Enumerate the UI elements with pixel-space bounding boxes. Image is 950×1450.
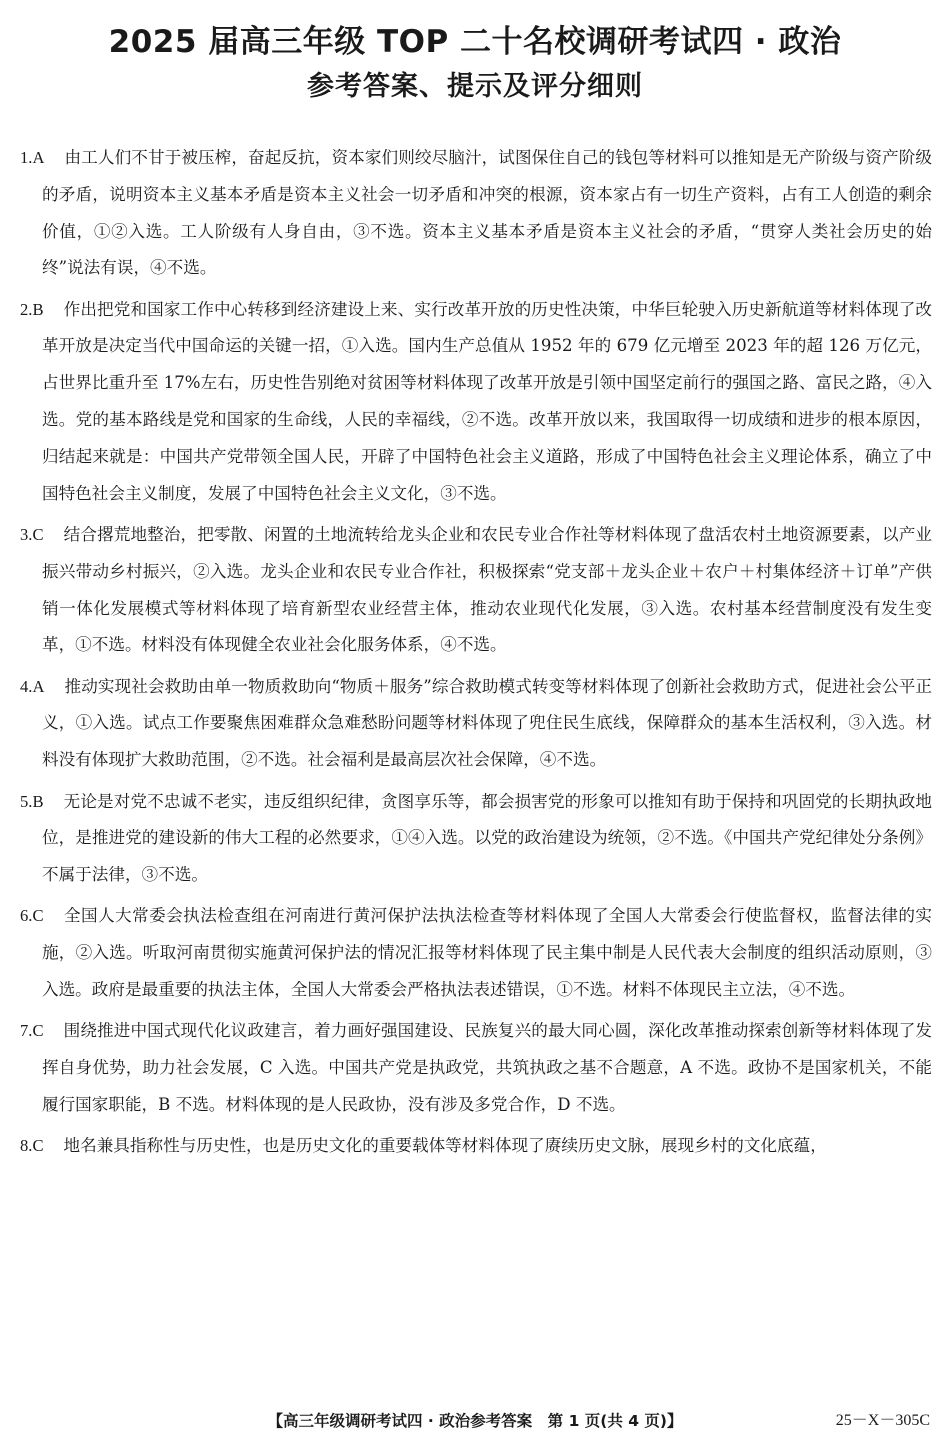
item-explanation: 结合撂荒地整治，把零散、闲置的土地流转给龙头企业和农民专业合作社等材料体现了盘活农村土地资源要素，以产业振兴带动乡村振兴，②入选。龙头企业和农民专业合作社，积极探索“党支部＋龙头企业＋农户＋村集体经济＋订单”产供销一体化发展模式等材料体现了培育新型农业经营主体，推动农业现代化发展，③入选。农村基本经营制度没有发生变革，①不选。材料没有体现健全农业社会化服务体系，④不选。 bbox=[42, 524, 932, 655]
item-answer: C bbox=[32, 906, 44, 926]
page-title: 2025 届高三年级 TOP 二十名校调研考试四 · 政治 bbox=[108, 24, 842, 60]
answer-item-2 bbox=[20, 292, 932, 513]
item-answer: A bbox=[32, 676, 45, 696]
item-number: 4. bbox=[20, 676, 33, 696]
item-number: 5. bbox=[20, 791, 33, 811]
answer-list bbox=[20, 140, 932, 1170]
item-explanation: 围绕推进中国式现代化议政建言，着力画好强国建设、民族复兴的最大同心圆，深化改革推动探索创新等材料体现了发挥自身优势，助力社会发展，C 入选。中国共产党是执政党，共筑执政之基不合题意，A 不选。政协不是国家机关，不能履行国家职能，B 不选。材料体现的是人民政协，没有涉及多党合作，D 不选。 bbox=[42, 1021, 932, 1114]
answer-item-5 bbox=[20, 784, 932, 894]
item-number: 3. bbox=[20, 524, 33, 544]
answer-item-6 bbox=[20, 898, 932, 1008]
footer-exam-code: 25－X－305C bbox=[835, 1412, 930, 1429]
footer-page-info: 【高三年级调研考试四 · 政治参考答案 第 1 页(共 4 页)】 bbox=[267, 1412, 683, 1430]
item-answer: B bbox=[32, 299, 44, 319]
answer-item-3 bbox=[20, 517, 932, 664]
item-explanation: 地名兼具指称性与历史性，也是历史文化的重要载体等材料体现了赓续历史文脉，展现乡村的文化底蕴， bbox=[63, 1136, 827, 1156]
answer-item-4 bbox=[20, 669, 932, 779]
item-explanation: 全国人大常委会执法检查组在河南进行黄河保护法执法检查等材料体现了全国人大常委会行使监督权，监督法律的实施，②入选。听取河南贯彻实施黄河保护法的情况汇报等材料体现了民主集中制是人民代表大会制度的组织活动原则，③入选。政府是最重要的执法主体，全国人大常委会严格执法表述错误，①不选。材料不体现民主立法，④不选。 bbox=[42, 906, 932, 1000]
page-footer bbox=[0, 1404, 950, 1438]
item-answer: A bbox=[32, 148, 45, 167]
item-answer: C bbox=[32, 1021, 44, 1041]
item-number: 7. bbox=[20, 1021, 33, 1041]
item-answer: C bbox=[32, 524, 44, 544]
item-explanation: 由工人们不甘于被压榨，奋起反抗，资本家们则绞尽脑汁，试图保住自己的钱包等材料可以推知是无产阶级与资产阶级的矛盾，说明资本主义基本矛盾是资本主义社会一切矛盾和冲突的根源，资本家占有一切生产资料，占有工人创造的剩余价值，①②入选。工人阶级有人身自由，③不选。资本主义基本矛盾是资本主义社会的矛盾，“贯穿人类社会历史的始终”说法有误，④不选。 bbox=[42, 148, 932, 278]
item-answer: C bbox=[32, 1136, 44, 1156]
item-explanation: 作出把党和国家工作中心转移到经济建设上来、实行改革开放的历史性决策，中华巨轮驶入历史新航道等材料体现了改革开放是决定当代中国命运的关键一招，①入选。国内生产总值从 1952 年的 679 亿元增至 2023 年的超 126 万亿元，占世界比重升至 17%左右，历史性告别绝对贫困等材料体现了改革开放是引领中国坚定前行的强国之路、富民之路，④入选。党的基本路线是党和国家的生命线，人民的幸福线，②不选。改革开放以来，我国取得一切成绩和进步的根本原因，归结起来就是：中国共产党带领全国人民，开辟了中国特色社会主义道路，形成了中国特色社会主义理论体系，确立了中国特色社会主义制度，发展了中国特色社会主义文化，③不选。 bbox=[42, 299, 932, 503]
answer-item-1 bbox=[20, 140, 932, 287]
page-subtitle: 参考答案、提示及评分细则 bbox=[307, 71, 643, 102]
item-answer: B bbox=[32, 791, 44, 811]
answer-item-8 bbox=[20, 1128, 932, 1165]
item-number: 6. bbox=[20, 906, 33, 926]
item-number: 2. bbox=[20, 299, 33, 319]
answer-item-7 bbox=[20, 1013, 932, 1123]
item-number: 1. bbox=[20, 148, 33, 167]
item-explanation: 推动实现社会救助由单一物质救助向“物质＋服务”综合救助模式转变等材料体现了创新社会救助方式，促进社会公平正义，①入选。试点工作要聚焦困难群众急难愁盼问题等材料体现了兜住民生底线，保障群众的基本生活权利，③入选。材料没有体现扩大救助范围，②不选。社会福利是最高层次社会保障，④不选。 bbox=[42, 676, 932, 770]
item-number: 8. bbox=[20, 1136, 33, 1156]
item-explanation: 无论是对党不忠诚不老实，违反组织纪律，贪图享乐等，都会损害党的形象可以推知有助于保持和巩固党的长期执政地位，是推进党的建设新的伟大工程的必然要求，①④入选。以党的政治建设为统领，②不选。《中国共产党纪律处分条例》不属于法律，③不选。 bbox=[42, 791, 932, 885]
